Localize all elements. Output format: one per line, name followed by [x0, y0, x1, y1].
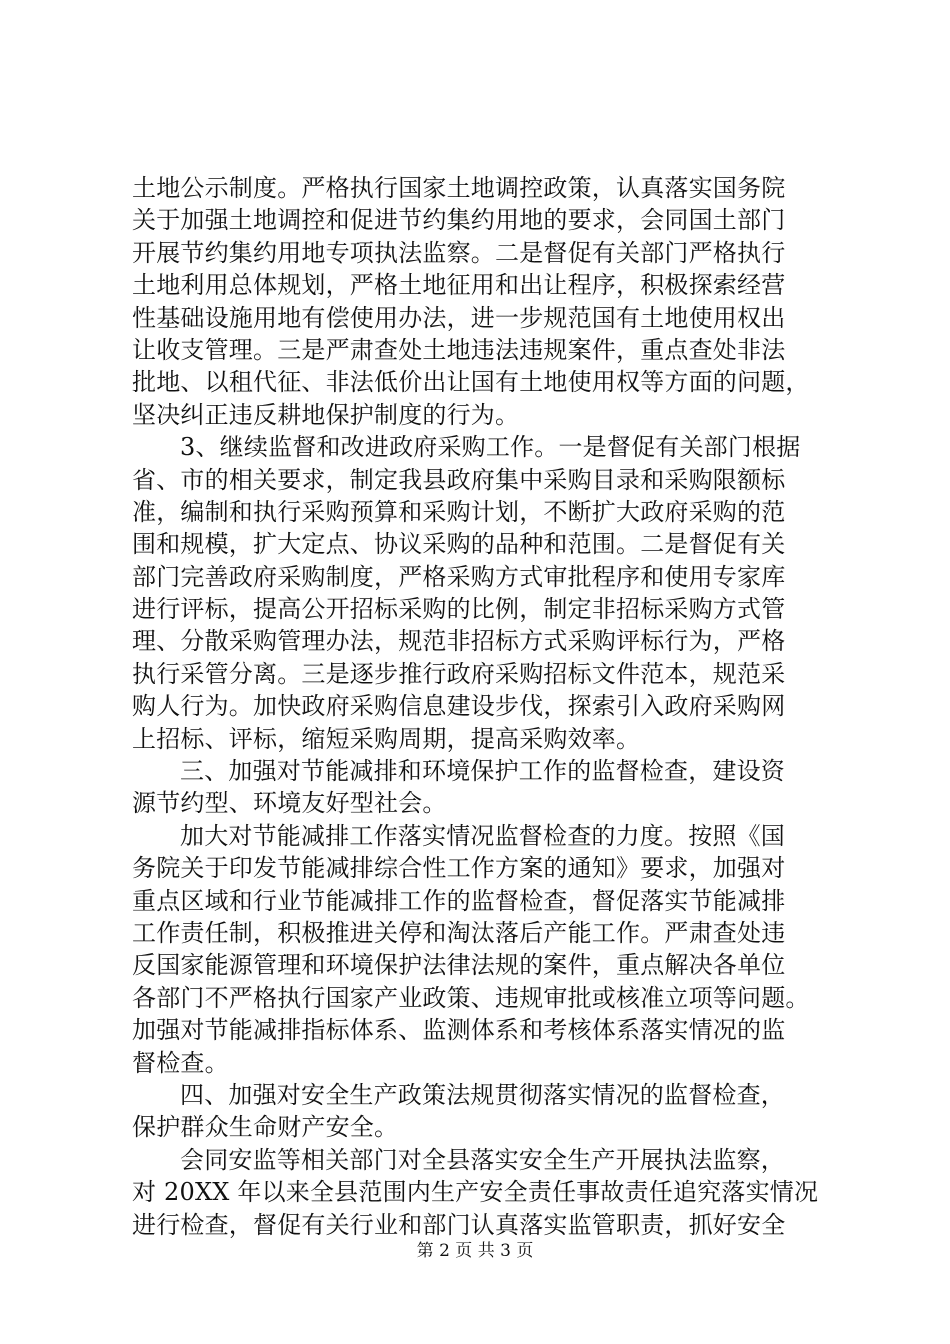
page-footer: 第 2 页 共 3 页	[416, 1241, 534, 1261]
text-line: 反国家能源管理和环境保护法律法规的案件，重点解决各单位	[132, 951, 786, 980]
text-line: 进行评标，提高公开招标采购的比例，制定非招标采购方式管	[132, 595, 786, 624]
document-body	[132, 172, 837, 1241]
paragraph-start-line: 三、加强对节能减排和环境保护工作的监督检查，建设资	[180, 757, 785, 786]
text-line: 对 20XX 年以来全县范围内生产安全责任事故责任追究落实情况	[132, 1178, 819, 1207]
text-line: 购人行为。加快政府采购信息建设步伐，探索引入政府采购网	[132, 692, 786, 721]
text-line: 性基础设施用地有偿使用办法，进一步规范国有土地使用权出	[132, 303, 786, 332]
text-line: 关于加强土地调控和促进节约集约用地的要求，会同国土部门	[132, 206, 786, 235]
text-line: 进行检查，督促有关行业和部门认真落实监管职责，抓好安全	[132, 1210, 786, 1239]
paragraph-start-line: 会同安监等相关部门对全县落实安全生产开展执法监察，	[180, 1145, 785, 1174]
text-line: 上招标、评标，缩短采购周期，提高采购效率。	[132, 724, 641, 753]
text-line: 重点区域和行业节能减排工作的监督检查，督促落实节能减排	[132, 886, 786, 915]
paragraph-start-line: 四、加强对安全生产政策法规贯彻落实情况的监督检查，	[180, 1080, 785, 1109]
paragraph-start-line: 3、继续监督和改进政府采购工作。一是督促有关部门根据	[180, 433, 801, 462]
text-line: 各部门不严格执行国家产业政策、违规审批或核准立项等问题。	[132, 983, 810, 1012]
paragraph-start-line: 加大对节能减排工作落实情况监督检查的力度。按照《国	[180, 821, 785, 850]
text-line: 省、市的相关要求，制定我县政府集中采购目录和采购限额标	[132, 465, 786, 494]
text-line: 土地利用总体规划，严格土地征用和出让程序，积极探索经营	[132, 271, 786, 300]
text-line: 源节约型、环境友好型社会。	[132, 789, 447, 818]
text-line: 土地公示制度。严格执行国家土地调控政策，认真落实国务院	[132, 174, 786, 202]
text-line: 执行采管分离。三是逐步推行政府采购招标文件范本，规范采	[132, 659, 786, 688]
text-line: 让收支管理。三是严肃查处土地违法违规案件，重点查处非法	[132, 335, 786, 364]
text-line: 督检查。	[132, 1048, 229, 1077]
text-line: 批地、以租代征、非法低价出让国有土地使用权等方面的问题，	[132, 368, 810, 397]
text-line: 部门完善政府采购制度，严格采购方式审批程序和使用专家库	[132, 562, 786, 591]
text-line: 工作责任制，积极推进关停和淘汰落后产能工作。严肃查处违	[132, 918, 786, 947]
text-line: 加强对节能减排指标体系、监测体系和考核体系落实情况的监	[132, 1016, 786, 1045]
text-line: 准，编制和执行采购预算和采购计划，不断扩大政府采购的范	[132, 497, 786, 526]
text-line: 保护群众生命财产安全。	[132, 1113, 399, 1142]
text-line: 开展节约集约用地专项执法监察。二是督促有关部门严格执行	[132, 238, 786, 267]
text-line: 坚决纠正违反耕地保护制度的行为。	[132, 400, 520, 429]
text-line: 围和规模，扩大定点、协议采购的品种和范围。二是督促有关	[132, 530, 786, 559]
text-line: 理、分散采购管理办法，规范非招标方式采购评标行为，严格	[132, 627, 786, 656]
text-line: 务院关于印发节能减排综合性工作方案的通知》要求，加强对	[132, 854, 786, 883]
